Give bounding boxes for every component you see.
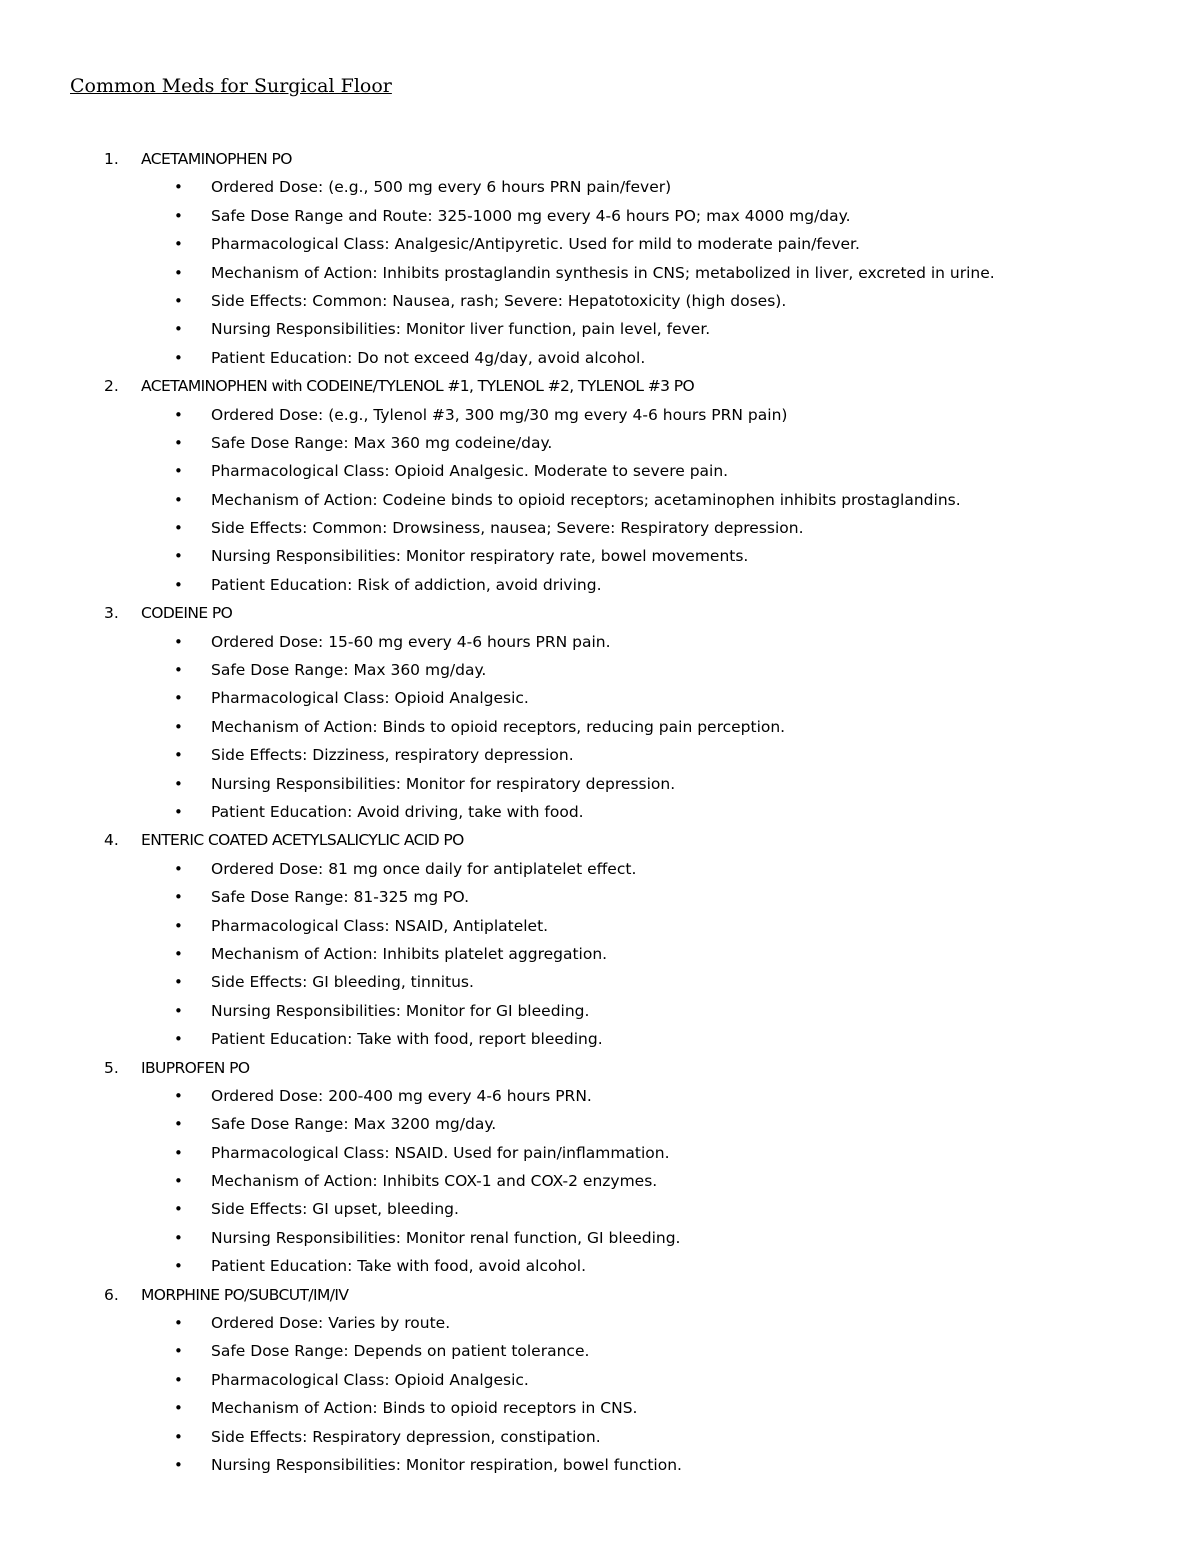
detail-item [0,1167,1200,1195]
bullet-icon: • [174,717,183,736]
bullet-icon: • [174,405,183,424]
medication-name: ACETAMINOPHEN PO [141,150,292,168]
detail-text: Pharmacological Class: Opioid Analgesic. [211,1370,529,1389]
bullet-icon: • [174,1399,183,1418]
bullet-icon: • [174,774,183,793]
medication-name: ACETAMINOPHEN with CODEINE/TYLENOL #1, TYLENOL #2, TYLENOL #3 PO [141,377,695,396]
detail-list [0,173,1200,372]
detail-text: Pharmacological Class: Opioid Analgesic. Moderate to severe pain. [211,462,729,481]
medication-heading [0,826,1200,854]
medication-item [0,599,1200,826]
medication-item [0,1054,1200,1281]
detail-item [0,486,1200,514]
detail-text: Ordered Dose: 200-400 mg every 4-6 hours PRN. [211,1086,592,1105]
bullet-icon: • [174,1257,183,1276]
medication-name: ENTERIC COATED ACETYLSALICYLIC ACID PO [141,831,464,850]
detail-item [0,855,1200,883]
detail-item [0,1366,1200,1394]
detail-text: Pharmacological Class: NSAID. Used for pain/inflammation. [211,1143,670,1162]
detail-item [0,713,1200,741]
detail-item [0,1224,1200,1252]
detail-text: Safe Dose Range: Max 3200 mg/day. [211,1115,497,1134]
detail-item [0,401,1200,429]
bullet-icon: • [174,944,183,963]
detail-text: Patient Education: Avoid driving, take with food. [211,802,584,821]
detail-text: Nursing Responsibilities: Monitor for respiratory depression. [211,774,676,793]
medication-heading [0,599,1200,627]
detail-item [0,798,1200,826]
detail-item [0,741,1200,769]
bullet-icon: • [174,235,183,254]
medication-list [0,145,1200,1479]
bullet-icon: • [174,433,183,452]
detail-list [0,401,1200,600]
detail-item [0,940,1200,968]
bullet-icon: • [174,802,183,821]
detail-item [0,1025,1200,1053]
medication-heading [0,372,1200,400]
detail-item [0,968,1200,996]
medication-heading [0,145,1200,173]
bullet-icon: • [174,1001,183,1020]
detail-item [0,259,1200,287]
detail-item [0,684,1200,712]
detail-text: Mechanism of Action: Inhibits prostaglandin synthesis in CNS; metabolized in liver, excreted in urine. [211,263,995,282]
medication-name: CODEINE PO [141,604,233,623]
bullet-icon: • [174,661,183,680]
bullet-icon: • [174,490,183,509]
detail-item [0,202,1200,230]
detail-item [0,656,1200,684]
detail-text: Side Effects: Common: Drowsiness, nausea; Severe: Respiratory depression. [211,519,804,538]
bullet-icon: • [174,1172,183,1191]
detail-text: Mechanism of Action: Binds to opioid receptors, reducing pain perception. [211,717,786,736]
detail-text: Side Effects: Dizziness, respiratory depression. [211,746,574,765]
detail-text: Mechanism of Action: Inhibits COX-1 and COX-2 enzymes. [211,1172,658,1191]
bullet-icon: • [174,1314,183,1333]
detail-text: Mechanism of Action: Codeine binds to opioid receptors; acetaminophen inhibits prostaglandins. [211,490,961,509]
detail-text: Side Effects: Respiratory depression, constipation. [211,1427,601,1446]
detail-text: Side Effects: GI upset, bleeding. [211,1200,459,1219]
detail-item [0,287,1200,315]
bullet-icon: • [174,206,183,225]
medication-item [0,372,1200,599]
detail-text: Nursing Responsibilities: Monitor renal function, GI bleeding. [211,1228,681,1247]
bullet-icon: • [174,575,183,594]
bullet-icon: • [174,1086,183,1105]
detail-text: Safe Dose Range: Max 360 mg codeine/day. [211,433,553,452]
detail-item [0,1252,1200,1280]
detail-text: Patient Education: Risk of addiction, avoid driving. [211,575,602,594]
detail-text: Nursing Responsibilities: Monitor respiration, bowel function. [211,1455,682,1474]
medication-item [0,826,1200,1053]
list-number: 4. [104,831,119,850]
detail-item [0,1337,1200,1365]
detail-text: Safe Dose Range and Route: 325-1000 mg every 4-6 hours PO; max 4000 mg/day. [211,206,851,225]
detail-text: Mechanism of Action: Inhibits platelet aggregation. [211,944,608,963]
detail-item [0,1195,1200,1223]
detail-text: Patient Education: Do not exceed 4g/day, avoid alcohol. [211,348,646,367]
detail-text: Nursing Responsibilities: Monitor liver function, pain level, fever. [211,320,711,339]
bullet-icon: • [174,632,183,651]
bullet-icon: • [174,916,183,935]
page-title: Common Meds for Surgical Floor [70,75,392,97]
bullet-icon: • [174,1342,183,1361]
bullet-icon: • [174,462,183,481]
bullet-icon: • [174,320,183,339]
medication-name: IBUPROFEN PO [141,1058,250,1077]
detail-item [0,1110,1200,1138]
bullet-icon: • [174,746,183,765]
detail-text: Pharmacological Class: NSAID, Antiplatelet. [211,916,549,935]
detail-item [0,457,1200,485]
bullet-icon: • [174,859,183,878]
detail-text: Safe Dose Range: Max 360 mg/day. [211,661,487,680]
bullet-icon: • [174,291,183,310]
detail-item [0,1309,1200,1337]
detail-item [0,344,1200,372]
bullet-icon: • [174,1427,183,1446]
bullet-icon: • [174,519,183,538]
detail-text: Side Effects: GI bleeding, tinnitus. [211,973,474,992]
bullet-icon: • [174,1370,183,1389]
detail-item [0,315,1200,343]
detail-item [0,628,1200,656]
detail-list [0,1082,1200,1281]
bullet-icon: • [174,689,183,708]
list-number: 6. [104,1285,119,1304]
list-number: 5. [104,1058,119,1077]
detail-text: Nursing Responsibilities: Monitor for GI bleeding. [211,1001,590,1020]
detail-list [0,855,1200,1054]
bullet-icon: • [174,1455,183,1474]
detail-text: Pharmacological Class: Opioid Analgesic. [211,689,529,708]
bullet-icon: • [174,1143,183,1162]
list-number: 2. [104,377,119,396]
detail-item [0,1394,1200,1422]
detail-item [0,571,1200,599]
medication-item [0,145,1200,372]
bullet-icon: • [174,263,183,282]
detail-list [0,1309,1200,1479]
detail-text: Ordered Dose: (e.g., Tylenol #3, 300 mg/30 mg every 4-6 hours PRN pain) [211,405,788,424]
detail-text: Ordered Dose: 81 mg once daily for antiplatelet effect. [211,859,637,878]
bullet-icon: • [174,1228,183,1247]
bullet-icon: • [174,1115,183,1134]
bullet-icon: • [174,888,183,907]
bullet-icon: • [174,547,183,566]
list-number: 1. [104,150,119,168]
detail-text: Pharmacological Class: Analgesic/Antipyretic. Used for mild to moderate pain/fever. [211,235,860,254]
detail-text: Mechanism of Action: Binds to opioid receptors in CNS. [211,1399,638,1418]
detail-text: Ordered Dose: (e.g., 500 mg every 6 hours PRN pain/fever) [211,178,672,197]
detail-item [0,770,1200,798]
bullet-icon: • [174,1030,183,1049]
list-number: 3. [104,604,119,623]
detail-text: Ordered Dose: Varies by route. [211,1314,451,1333]
detail-list [0,628,1200,827]
medication-item [0,1281,1200,1480]
detail-item [0,912,1200,940]
detail-item [0,230,1200,258]
detail-item [0,1423,1200,1451]
detail-text: Safe Dose Range: 81-325 mg PO. [211,888,470,907]
medication-name: MORPHINE PO/SUBCUT/IM/IV [141,1285,349,1304]
bullet-icon: • [174,178,183,197]
detail-item [0,1082,1200,1110]
detail-text: Ordered Dose: 15-60 mg every 4-6 hours PRN pain. [211,632,611,651]
bullet-icon: • [174,348,183,367]
detail-text: Nursing Responsibilities: Monitor respiratory rate, bowel movements. [211,547,749,566]
medication-heading [0,1054,1200,1082]
detail-text: Patient Education: Take with food, report bleeding. [211,1030,603,1049]
detail-item [0,542,1200,570]
detail-item [0,1139,1200,1167]
detail-text: Side Effects: Common: Nausea, rash; Severe: Hepatotoxicity (high doses). [211,291,787,310]
detail-item [0,514,1200,542]
medication-heading [0,1281,1200,1309]
bullet-icon: • [174,1200,183,1219]
detail-item [0,429,1200,457]
detail-item [0,997,1200,1025]
detail-text: Patient Education: Take with food, avoid alcohol. [211,1257,587,1276]
detail-text: Safe Dose Range: Depends on patient tolerance. [211,1342,590,1361]
detail-item [0,883,1200,911]
detail-item [0,173,1200,201]
bullet-icon: • [174,973,183,992]
detail-item [0,1451,1200,1479]
